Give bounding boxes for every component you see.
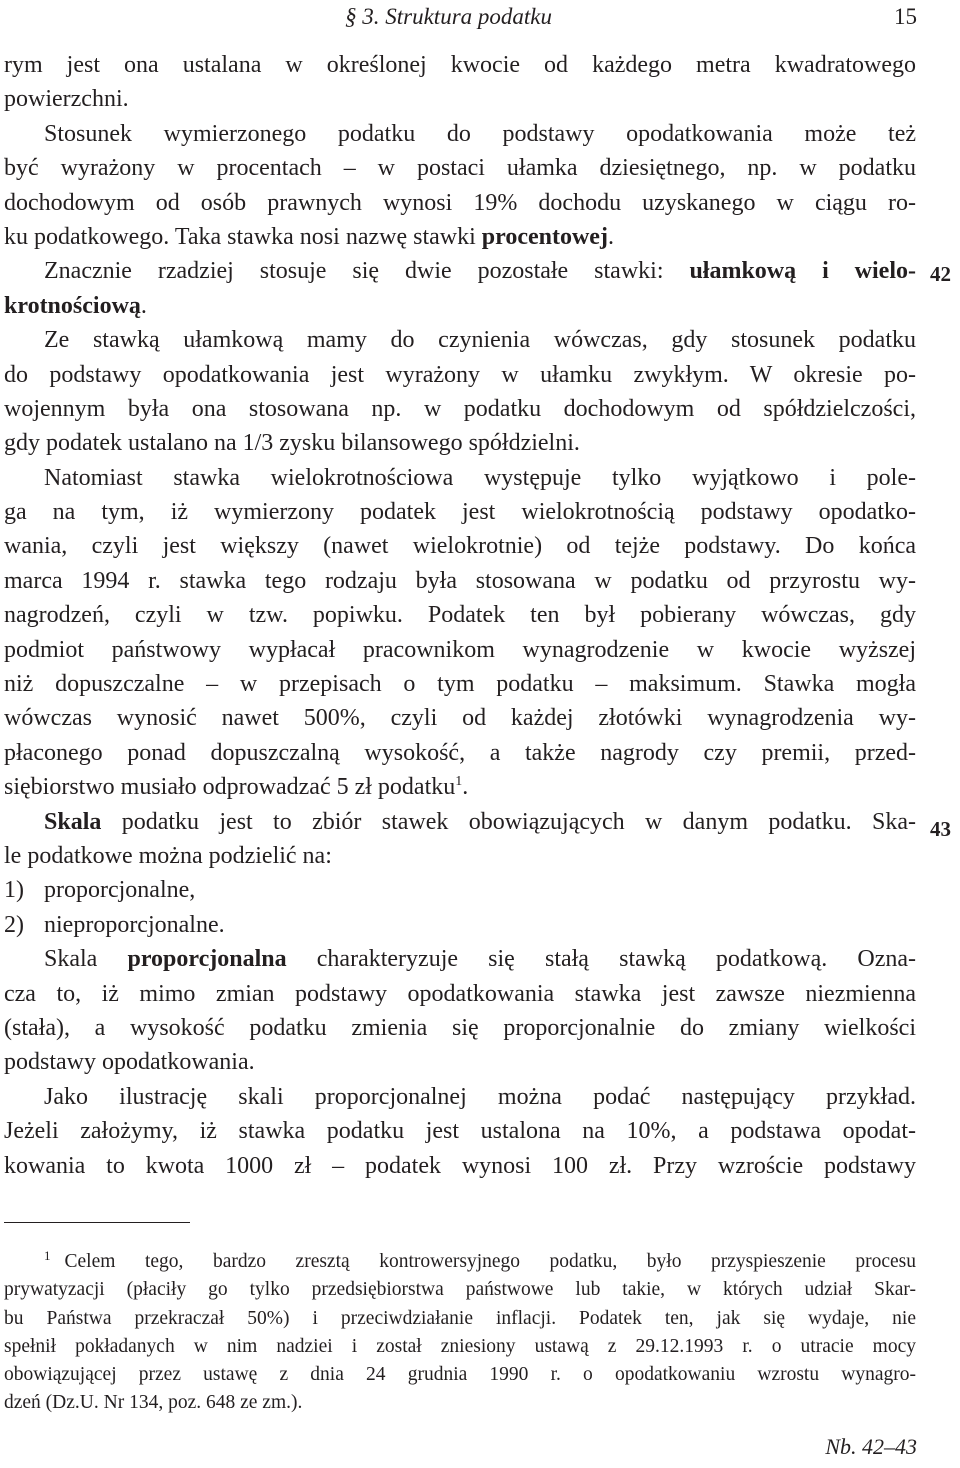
text-span: podatku jest to zbiór stawek obowiązujących w danym podatku. Ska- <box>101 808 916 835</box>
text-line: podmiot państwowy wypłacał pracownikom wynagrodzenie w kwocie wyższej <box>4 636 916 663</box>
term-skala: Skala <box>44 808 102 835</box>
text-line <box>4 805 916 839</box>
text-line: Jeżeli założymy, iż stawka podatku jest ustalona na 10%, a podstawa opodat- <box>4 1118 916 1145</box>
list-item <box>4 873 916 907</box>
list-number: 1) <box>4 877 24 904</box>
text-line: dochodowym od osób prawnych wynosi 19% dochodu uzyskanego w ciągu ro- <box>4 189 916 216</box>
term-proporcjonalna: proporcjonalna <box>127 946 287 973</box>
text-line: być wyrażony w procentach – w postaci ułamka dziesiętnego, np. w podatku <box>4 155 916 182</box>
footnote-reference[interactable]: 1 <box>455 774 463 790</box>
text-line: ga na tym, iż wymierzony podatek jest wielokrotnością podstawy opodatko- <box>4 499 916 526</box>
term-procentowa: procentowej <box>481 223 608 250</box>
text-line: do podstawy opodatkowania jest wyrażony w ułamku zwykłym. W okresie po- <box>4 361 916 388</box>
text-line: (stała), a wysokość podatku zmienia się proporcjonalnie do zmiany wielkości <box>4 1014 916 1041</box>
footnote-line: spełnił pokładanych w nim nadziei i został zniesiony ustawą z 29.12.1993 r. o utracie mocy <box>4 1335 916 1357</box>
text-line: nagrodzeń, czyli w tzw. popiwku. Podatek ten był pobierany wówczas, gdy <box>4 602 916 629</box>
text-span: . <box>140 292 147 319</box>
text-line: wojennym była ona stosowana np. w podatku dochodowym od spółdzielczości, <box>4 395 916 422</box>
text-line: Stosunek wymierzonego podatku do podstawy opodatkowania może też <box>44 120 916 147</box>
footnote-line: bu Państwa przekraczał 50%) i przeciwdziałanie inflacji. Podatek ten, jak się wydaje, nie <box>4 1307 916 1329</box>
text-span: . <box>607 223 614 250</box>
list-text: proporcjonalne, <box>44 877 196 904</box>
footnote <box>4 1248 916 1418</box>
text-line: gdy podatek ustalano na 1/3 zysku bilansowego spółdzielni. <box>4 430 580 457</box>
text-span: charakteryzuje się stałą stawką podatkową. Ozna- <box>286 946 917 973</box>
running-header <box>345 4 917 34</box>
text-span: ku podatkowego. Taka stawka nosi nazwę stawki <box>4 223 482 250</box>
margin-number-42: 42 <box>930 262 951 286</box>
text-line: Ze stawką ułamkową mamy do czynienia wówczas, gdy stosunek podatku <box>44 327 916 354</box>
text-line: płaconego ponad dopuszczalną wysokość, a także nagrody czy premii, przed- <box>4 739 916 766</box>
text-line <box>4 254 916 288</box>
list-text: nieproporcjonalne. <box>44 911 225 938</box>
margin-number-43: 43 <box>930 817 951 841</box>
footnote-line: obowiązującej przez ustawę z dnia 24 grudnia 1990 r. o opodatkowaniu wzrostu wynagro- <box>4 1364 916 1386</box>
text-line <box>4 770 916 804</box>
footnote-line: prywatyzacji (płaciły go tylko przedsiębiorstwa państwowe lub takie, w których udział Skar- <box>4 1279 916 1301</box>
text-line: marca 1994 r. stawka tego rodzaju była stosowana w podatku od przyrostu wy- <box>4 567 916 594</box>
footnote-line: dzeń (Dz.U. Nr 134, poz. 648 ze zm.). <box>4 1392 303 1414</box>
body-text <box>4 48 916 1183</box>
text-line: cza to, iż mimo zmian podstawy opodatkowania stawka jest zawsze niezmienna <box>4 980 916 1007</box>
text-span: Znacznie rzadziej stosuje się dwie pozostałe stawki: <box>44 258 690 285</box>
footnote-line <box>4 1248 916 1276</box>
text-line: niż dopuszczalne – w przepisach o tym podatku – maksimum. Stawka mogła <box>4 671 916 698</box>
text-line: le podatkowe można podzielić na: <box>4 842 332 869</box>
text-line <box>4 289 916 323</box>
term-ulamkowa: ułamkową i wielo- <box>689 258 916 285</box>
text-line: powierzchni. <box>4 86 129 113</box>
text-span: Skala <box>44 946 128 973</box>
footnote-mark: 1 <box>44 1247 51 1263</box>
text-span: . <box>462 774 469 801</box>
text-line: Jako ilustrację skali proporcjonalnej można podać następujący przykład. <box>44 1083 916 1110</box>
text-line <box>4 942 916 976</box>
text-line: wówczas wynosić nawet 500%, czyli od każdej złotówki wynagrodzenia wy- <box>4 705 916 732</box>
list-item <box>4 908 916 942</box>
text-line <box>4 220 916 254</box>
term-wielokrotnosciowa: krotnościową <box>4 292 141 319</box>
text-span: siębiorstwo musiało odprowadzać 5 zł podatku <box>4 774 456 801</box>
footnote-text: Celem tego, bardzo zresztą kontrowersyjnego podatku, było przyspieszenie procesu <box>64 1251 916 1272</box>
text-line: kowania to kwota 1000 zł – podatek wynosi 100 zł. Przy wzroście podstawy <box>4 1152 916 1179</box>
text-line: podstawy opodatkowania. <box>4 1049 255 1076</box>
section-title: § 3. Struktura podatku <box>345 4 552 29</box>
text-line: wania, czyli jest większy (nawet wielokrotnie) od tejże podstawy. Do końca <box>4 533 916 560</box>
text-line: rym jest ona ustalana w określonej kwocie od każdego metra kwadratowego <box>4 52 916 78</box>
footnote-divider <box>4 1222 190 1223</box>
list-number: 2) <box>4 911 24 938</box>
margin-numbers-reference: Nb. 42–43 <box>825 1434 917 1459</box>
text-line: Natomiast stawka wielokrotnościowa występuje tylko wyjątkowo i pole- <box>44 464 916 491</box>
page-number: 15 <box>894 4 917 29</box>
